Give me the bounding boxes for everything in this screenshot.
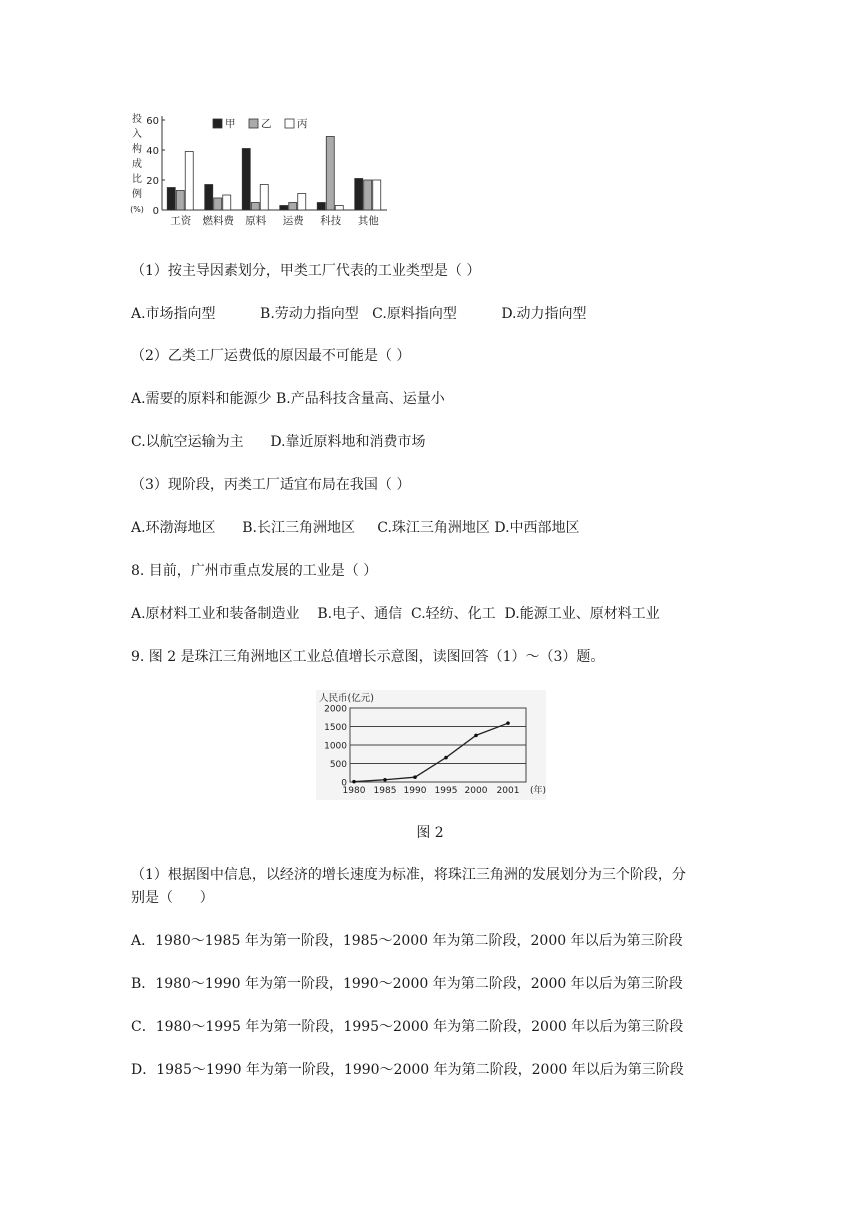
bar [355, 179, 363, 211]
bar [298, 194, 306, 211]
question-9: 9. 图 2 是珠江三角洲地区工业总值增长示意图，读图回答（1）～（3）题。 [131, 649, 605, 665]
x-tick-label: 工资 [170, 215, 192, 227]
data-point [352, 780, 356, 784]
data-point [474, 734, 478, 738]
y-axis-label-char: 成 [132, 159, 142, 170]
y-tick-label: 20 [146, 176, 159, 187]
question-7-1-options: A.市场指向型 B.劳动力指向型 C.原料指向型 D.动力指向型 [131, 306, 587, 322]
data-point [383, 778, 387, 782]
data-point [413, 775, 417, 779]
bar [167, 188, 175, 211]
bar [317, 203, 325, 211]
line-chart-industrial-output [316, 690, 546, 800]
bar [176, 191, 184, 211]
x-tick-label: 其他 [357, 215, 379, 227]
bar [242, 149, 250, 211]
x-axis-label: (年) [530, 786, 546, 796]
option-a: A．1980～1985 年为第一阶段，1985～2000 年为第二阶段，2000 年以后为第三阶段 [131, 933, 683, 949]
x-tick-label: 2000 [464, 786, 488, 796]
x-tick-label: 1995 [434, 786, 458, 796]
y-tick-label: 500 [329, 760, 347, 770]
question-7-2-options-ab: A.需要的原料和能源少 B.产品科技含量高、运量小 [131, 391, 445, 407]
legend-swatch [285, 119, 294, 128]
legend-swatch [249, 119, 258, 128]
question-7-3: （3）现阶段，丙类工厂适宜布局在我国（ ） [131, 477, 411, 493]
bar [280, 206, 288, 211]
question-9-1-line2: 别是（ ） [131, 890, 214, 906]
bar [251, 203, 259, 211]
option-b: B．1980～1990 年为第一阶段，1990～2000 年为第二阶段，2000 年以后为第三阶段 [131, 976, 683, 992]
question-7-1: （1）按主导因素划分，甲类工厂代表的工业类型是（ ） [131, 263, 481, 279]
bar [373, 180, 381, 210]
bar [223, 195, 231, 210]
legend-label: 甲 [225, 118, 236, 130]
x-tick-label: 原料 [245, 215, 267, 227]
x-tick-label: 1990 [403, 786, 427, 796]
x-tick-label: 2001 [496, 786, 520, 796]
y-axis-label-char: 例 [132, 189, 142, 200]
question-9-1-line1: （1）根据图中信息，以经济的增长速度为标准，将珠江三角洲的发展划分为三个阶段，分 [131, 867, 686, 883]
y-axis-label-char: (%) [130, 205, 144, 214]
legend-label: 乙 [261, 118, 272, 130]
y-axis-label-char: 投 [132, 114, 142, 125]
figure-2-caption: 图 2 [416, 825, 444, 841]
question-7-2-options-cd: C.以航空运输为主 D.靠近原料地和消费市场 [131, 434, 426, 450]
y-tick-label: 1500 [324, 723, 347, 733]
bar [289, 203, 297, 211]
y-tick-label: 60 [146, 116, 159, 127]
y-axis-label-char: 入 [132, 129, 142, 140]
data-point [444, 756, 448, 760]
y-axis-label-char: 构 [132, 144, 142, 155]
data-point [506, 721, 510, 725]
option-d: D．1985～1990 年为第一阶段，1990～2000 年为第二阶段，2000 年以后为第三阶段 [131, 1062, 684, 1078]
x-tick-label: 1985 [373, 786, 397, 796]
question-7-2: （2）乙类工厂运费低的原因最不可能是（ ） [131, 348, 411, 364]
x-tick-label: 科技 [320, 215, 342, 227]
x-tick-label: 运费 [282, 215, 304, 227]
x-tick-label: 燃料费 [202, 215, 234, 227]
option-c: C．1980～1995 年为第一阶段，1995～2000 年为第二阶段，2000 年以后为第三阶段 [131, 1019, 684, 1035]
bar [185, 152, 193, 211]
question-7-3-options: A.环渤海地区 B.长江三角洲地区 C.珠江三角洲地区 D.中西部地区 [131, 520, 580, 536]
bar [335, 206, 343, 211]
y-axis-label-char: 比 [132, 174, 142, 185]
bar [205, 185, 213, 211]
bar [260, 185, 268, 211]
y-tick-label: 40 [146, 146, 159, 157]
legend-swatch [213, 119, 222, 128]
bar [364, 180, 372, 210]
question-8-options: A.原材料工业和装备制造业 B.电子、通信 C.轻纺、化工 D.能源工业、原材料工业 [131, 606, 660, 622]
question-8: 8. 目前，广州市重点发展的工业是（ ） [131, 563, 378, 579]
y-axis-label: 人民币(亿元) [319, 693, 374, 704]
x-tick-label: 1980 [342, 786, 366, 796]
legend-label: 丙 [297, 118, 308, 130]
y-tick-label: 2000 [324, 704, 347, 715]
bar [326, 137, 334, 211]
bar [214, 198, 222, 210]
bar-chart-input-composition [125, 110, 415, 235]
y-tick-label: 0 [341, 778, 347, 789]
y-tick-label: 0 [152, 206, 159, 217]
y-tick-label: 1000 [324, 741, 347, 752]
